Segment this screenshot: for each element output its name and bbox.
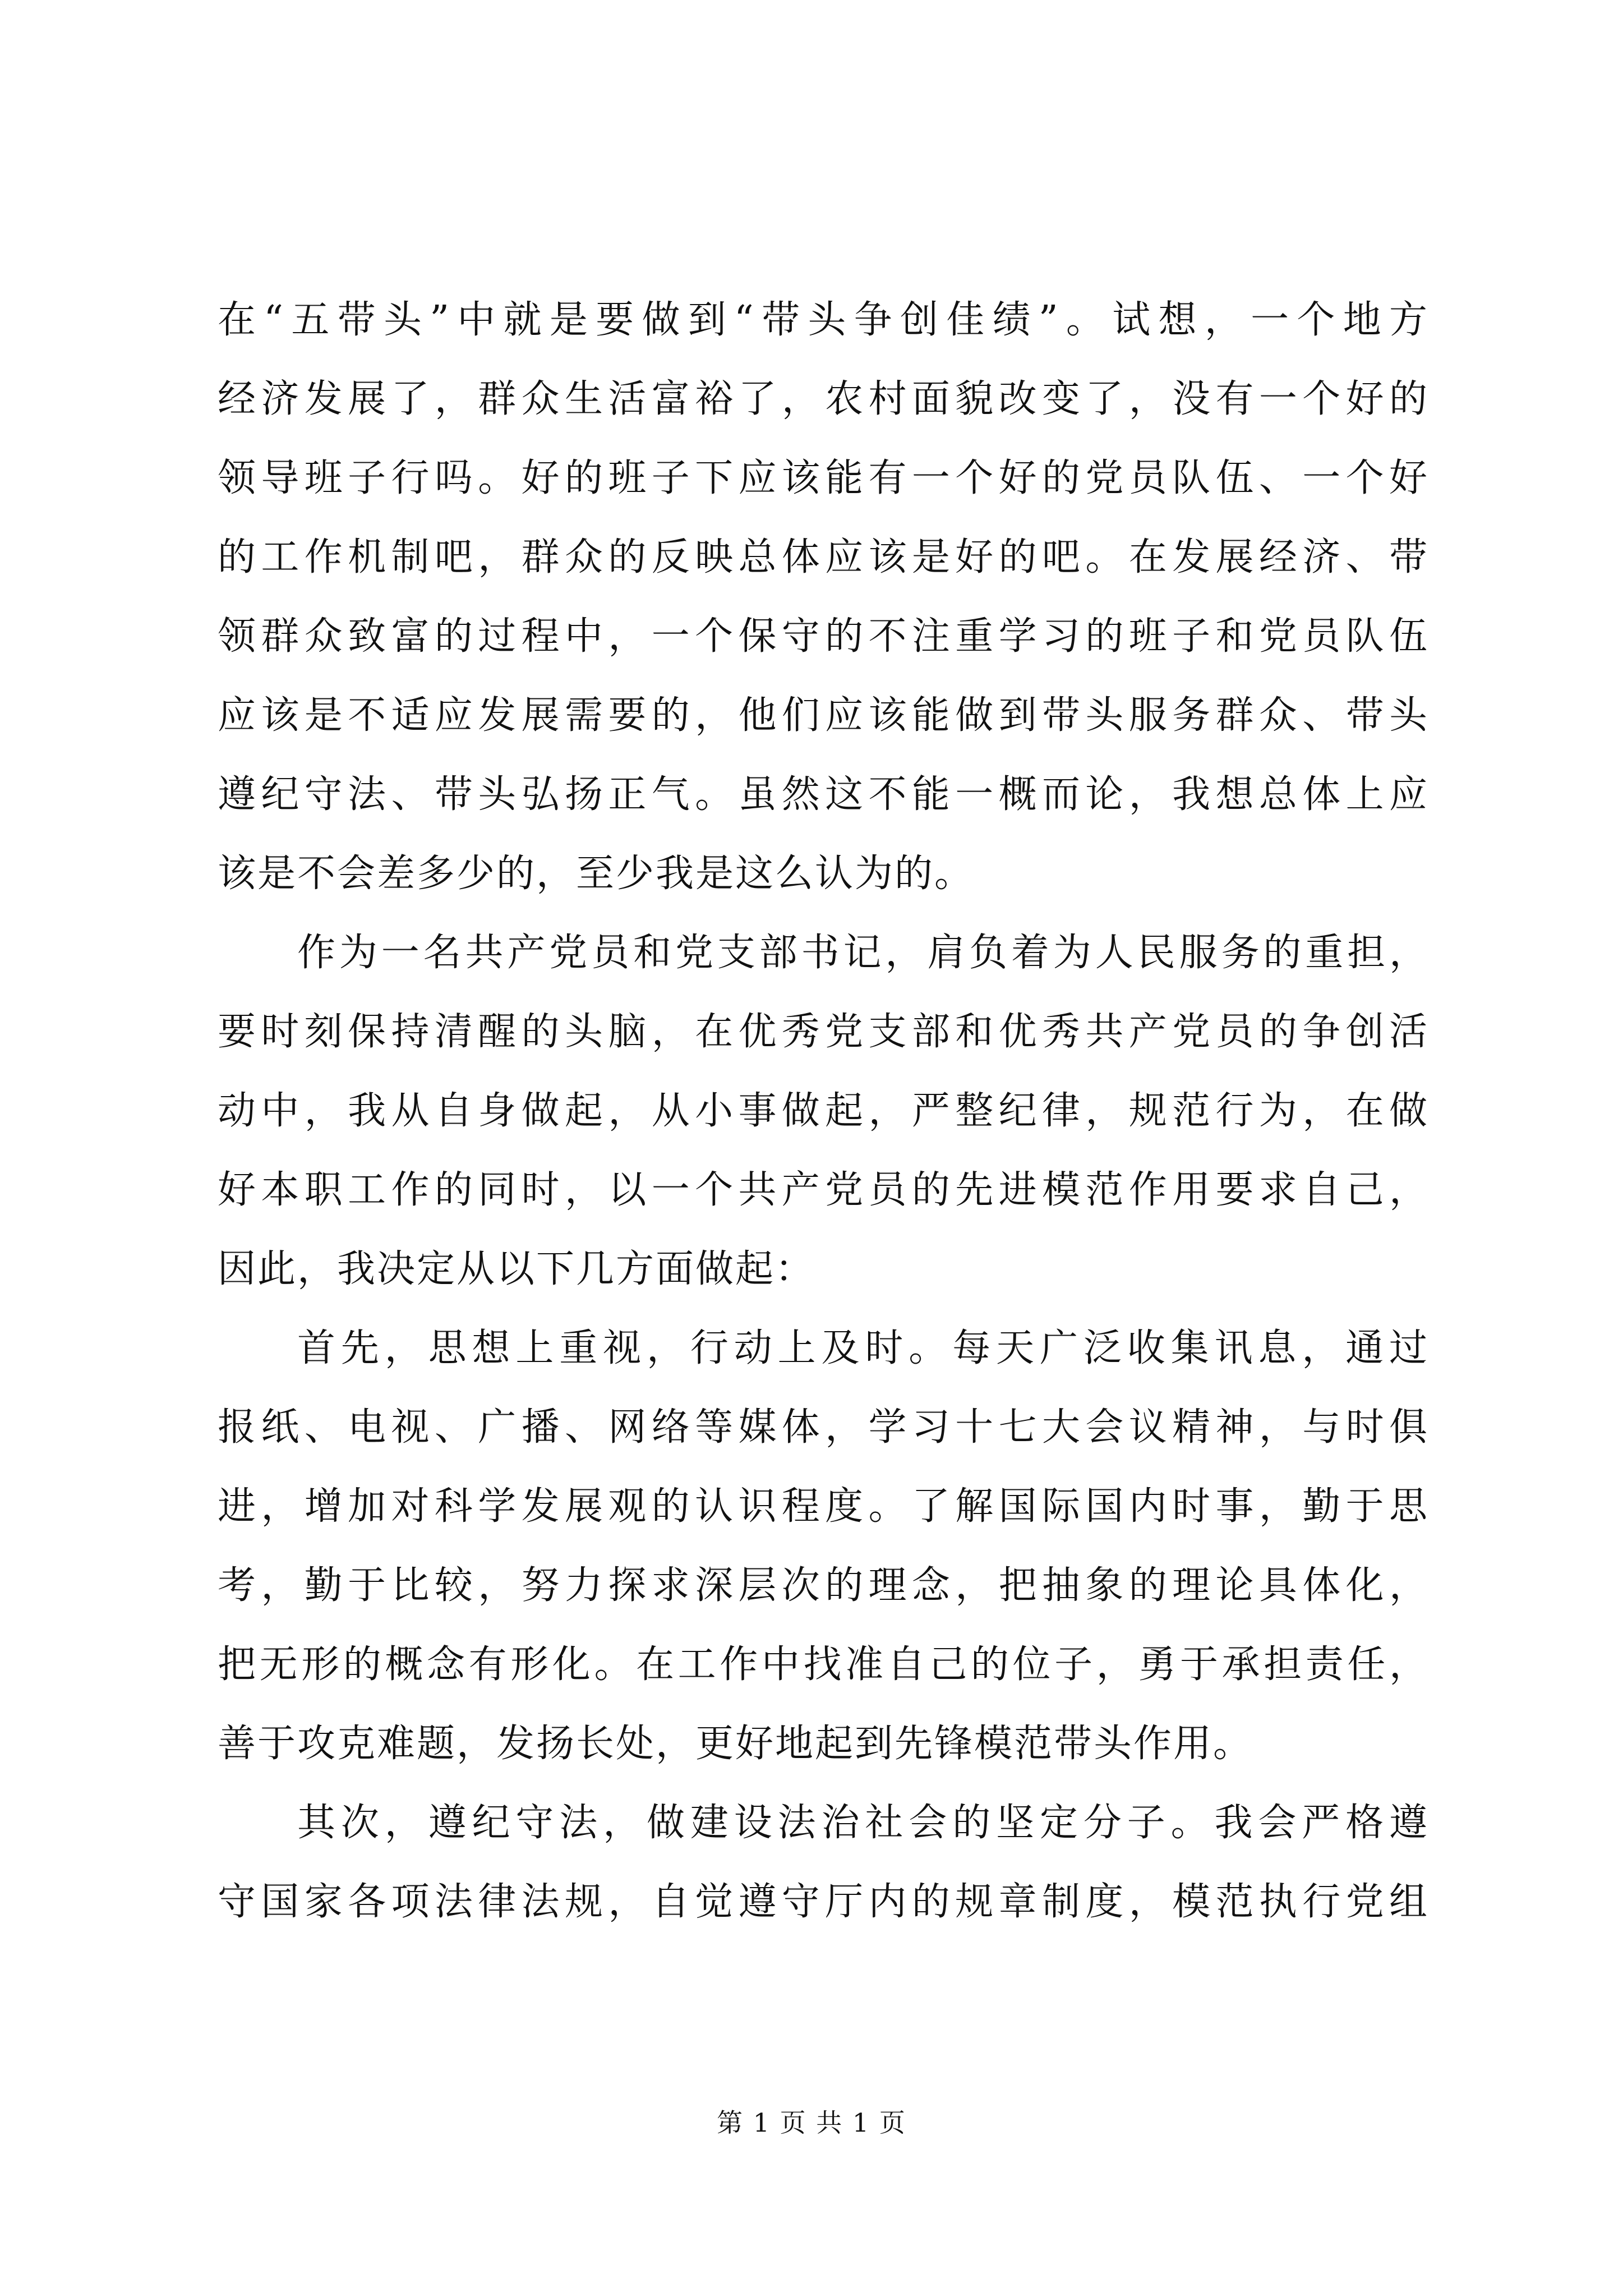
text-line: 领导班子行吗。好的班子下应该能有一个好的党员队伍、一个好 bbox=[218, 456, 1429, 500]
text-line: 进，增加对科学发展观的认识程度。了解国际国内时事，勤于思 bbox=[218, 1484, 1429, 1529]
paragraph-3 bbox=[218, 1309, 1429, 1783]
text-line: 首先，思想上重视，行动上及时。每天广泛收集讯息，通过 bbox=[297, 1326, 1429, 1370]
text-line: 报纸、电视、广播、网络等媒体，学习十七大会议精神，与时俱 bbox=[218, 1405, 1429, 1450]
document-body bbox=[218, 280, 1429, 1941]
text-line: 作为一名共产党员和党支部书记，肩负着为人民服务的重担， bbox=[297, 931, 1429, 975]
text-line: 遵纪守法、带头弘扬正气。虽然这不能一概而论，我想总体上应 bbox=[218, 772, 1429, 817]
text-line: 把无形的概念有形化。在工作中找准自己的位子，勇于承担责任， bbox=[218, 1642, 1429, 1687]
text-line: 好本职工作的同时，以一个共产党员的先进模范作用要求自己， bbox=[218, 1168, 1429, 1212]
text-line: 该是不会差多少的，至少我是这么认为的。 bbox=[218, 852, 975, 896]
paragraph-2 bbox=[218, 913, 1429, 1309]
text-line: 因此，我决定从以下几方面做起： bbox=[218, 1247, 815, 1291]
page-number-footer: 第 1 页 共 1 页 bbox=[717, 2108, 906, 2138]
paragraph-1 bbox=[218, 280, 1429, 913]
text-line: 领群众致富的过程中，一个保守的不注重学习的班子和党员队伍 bbox=[218, 614, 1429, 659]
text-line: 考，勤于比较，努力探求深层次的理念，把抽象的理论具体化， bbox=[218, 1563, 1429, 1608]
text-line: 的工作机制吧，群众的反映总体应该是好的吧。在发展经济、带 bbox=[218, 535, 1429, 579]
text-line: 动中，我从自身做起，从小事做起，严整纪律，规范行为，在做 bbox=[218, 1089, 1429, 1133]
text-line: 应该是不适应发展需要的，他们应该能做到带头服务群众、带头 bbox=[218, 693, 1429, 738]
text-line: 要时刻保持清醒的头脑，在优秀党支部和优秀共产党员的争创活 bbox=[218, 1010, 1429, 1054]
text-line: 善于攻克难题，发扬长处，更好地起到先锋模范带头作用。 bbox=[218, 1722, 1253, 1766]
text-line: 其次，遵纪守法，做建设法治社会的坚定分子。我会严格遵 bbox=[297, 1801, 1429, 1845]
text-line: 守国家各项法律法规，自觉遵守厅内的规章制度，模范执行党组 bbox=[218, 1880, 1429, 1924]
text-line: 经济发展了，群众生活富裕了，农村面貌改变了，没有一个好的 bbox=[218, 377, 1429, 421]
text-line: 在“五带头”中就是要做到“带头争创佳绩”。试想，一个地方 bbox=[218, 298, 1429, 342]
paragraph-4 bbox=[218, 1783, 1429, 1941]
